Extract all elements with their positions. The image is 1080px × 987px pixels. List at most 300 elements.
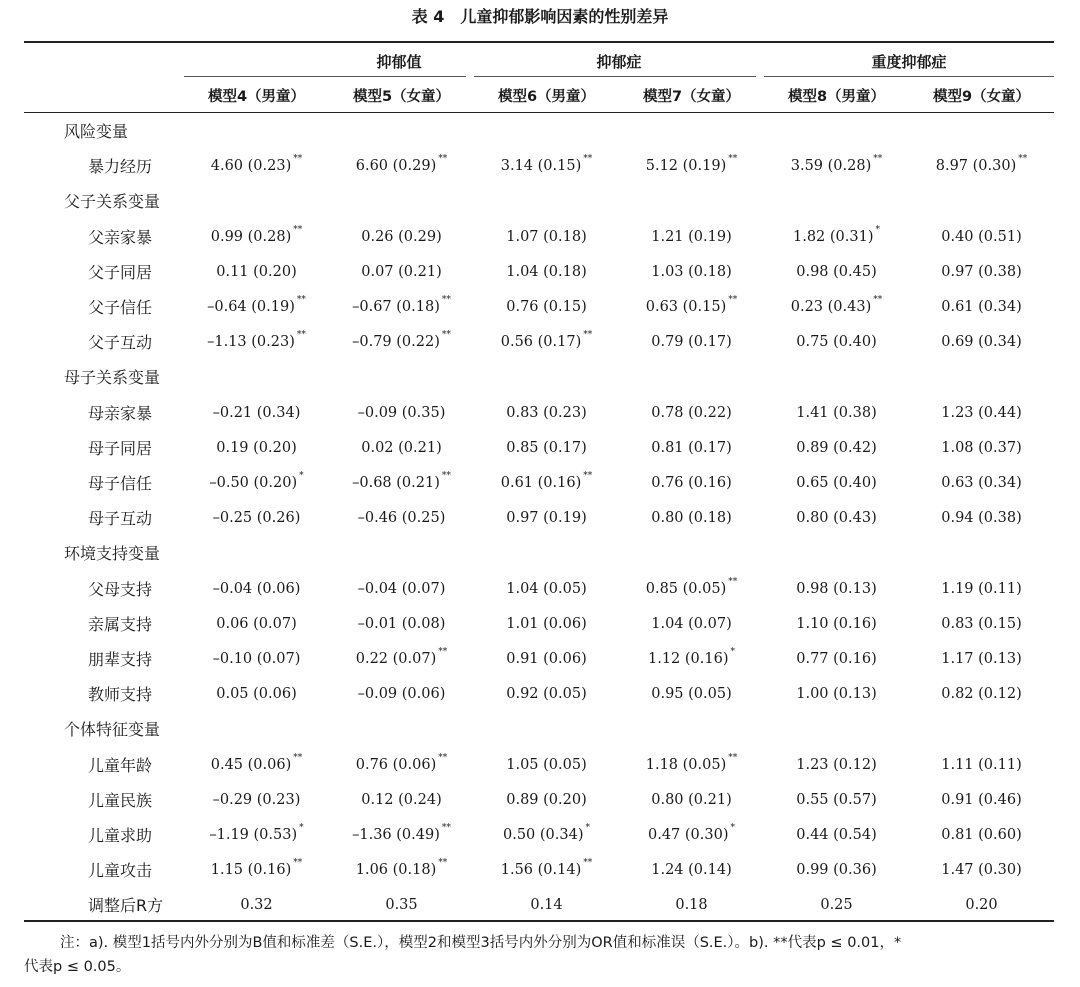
category-row xyxy=(0,536,1080,571)
row-label: 母子互动 xyxy=(88,509,153,529)
cell-value: 1.17 (0.13) xyxy=(941,651,1022,667)
table-cell xyxy=(909,748,1054,783)
table-cell xyxy=(184,255,329,290)
cell-value: 1.07 (0.18) xyxy=(506,228,587,245)
row-label: 朋辈支持 xyxy=(88,650,153,669)
table-cell xyxy=(474,149,619,186)
table-cell xyxy=(329,853,474,890)
table-cell xyxy=(764,396,909,431)
cell-value: 0.45 (0.06) xyxy=(210,756,292,773)
cell-value: –0.10 (0.07) xyxy=(212,651,301,667)
table-row xyxy=(0,431,1080,466)
cell-value: –0.21 (0.34) xyxy=(212,404,301,421)
significance-marker: ** xyxy=(583,858,593,869)
cell-value: 0.65 (0.40) xyxy=(796,475,877,491)
table-cell xyxy=(329,501,474,536)
cell-value: 0.11 (0.20) xyxy=(216,263,297,280)
table-cell xyxy=(619,642,764,679)
category-label: 风险变量 xyxy=(64,122,129,141)
cell-value: 0.79 (0.17) xyxy=(651,334,732,351)
cell-value: 1.12 (0.16) xyxy=(648,651,729,667)
cell-value: 1.06 (0.18) xyxy=(355,862,437,879)
cell-value: 0.19 (0.20) xyxy=(216,439,297,456)
table-cell xyxy=(909,290,1054,325)
table-cell xyxy=(474,748,619,783)
significance-marker: ** xyxy=(583,154,593,165)
significance-marker: ** xyxy=(293,154,303,165)
cell-value: 0.97 (0.38) xyxy=(941,263,1022,280)
table-cell xyxy=(184,677,329,712)
table-row xyxy=(0,853,1080,888)
cell-value: 0.07 (0.21) xyxy=(361,263,442,280)
cell-value: 0.61 (0.34) xyxy=(941,299,1022,315)
table-cell xyxy=(329,466,474,503)
cell-value: –1.13 (0.23) xyxy=(207,334,295,351)
cell-value: 0.82 (0.12) xyxy=(941,686,1022,703)
category-label: 个体特征变量 xyxy=(64,720,161,740)
cell-value: –0.50 (0.20) xyxy=(209,475,298,491)
table-cell xyxy=(764,818,909,853)
cell-value: 0.02 (0.21) xyxy=(361,439,442,456)
table-row xyxy=(0,748,1080,783)
bottom-rule xyxy=(24,920,1054,922)
cell-value: 0.80 (0.18) xyxy=(651,510,732,527)
table-cell xyxy=(619,466,764,501)
significance-marker: ** xyxy=(441,823,451,833)
table-cell xyxy=(764,149,909,186)
table-cell xyxy=(909,396,1054,431)
cell-value: 0.80 (0.43) xyxy=(796,510,877,527)
category-row xyxy=(0,712,1080,747)
significance-marker: ** xyxy=(438,154,448,165)
significance-marker: ** xyxy=(441,330,451,341)
table-cell xyxy=(329,572,474,607)
table-cell xyxy=(474,888,619,923)
significance-marker: ** xyxy=(583,330,593,341)
group-header-depression: 抑郁症 xyxy=(596,53,642,71)
table-cell xyxy=(764,290,909,327)
row-label: 父亲家暴 xyxy=(88,227,153,247)
table-cell xyxy=(329,431,474,466)
header-rule xyxy=(24,112,1054,113)
cell-value: –0.04 (0.07) xyxy=(357,580,446,597)
cell-value: 0.97 (0.19) xyxy=(506,510,587,527)
table-cell xyxy=(619,818,764,855)
table-cell xyxy=(619,396,764,431)
cell-value: 1.23 (0.44) xyxy=(941,404,1022,421)
table-cell xyxy=(329,325,474,362)
table-cell xyxy=(619,748,764,785)
cell-value: 0.69 (0.34) xyxy=(941,334,1022,351)
table-cell xyxy=(619,888,764,923)
table-cell xyxy=(474,572,619,607)
cell-value: 0.22 (0.07) xyxy=(355,651,437,667)
cell-value: 4.60 (0.23) xyxy=(210,158,292,175)
table-cell xyxy=(184,783,329,818)
group-header-depression-score: 抑郁值 xyxy=(376,53,422,71)
table-cell xyxy=(909,572,1054,607)
significance-marker: * xyxy=(299,471,304,481)
col-header-model8: 模型8（男童） xyxy=(787,89,886,105)
table-cell xyxy=(909,325,1054,360)
table-cell xyxy=(619,783,764,818)
table-cell xyxy=(764,642,909,677)
category-label: 环境支持变量 xyxy=(64,544,161,564)
table-cell xyxy=(184,607,329,642)
significance-marker: ** xyxy=(296,330,306,341)
cell-value: 5.12 (0.19) xyxy=(645,158,727,175)
significance-marker: ** xyxy=(583,471,593,481)
table-cell xyxy=(764,677,909,712)
table-cell xyxy=(329,748,474,785)
table-cell xyxy=(184,290,329,327)
table-cell xyxy=(474,818,619,855)
table-cell xyxy=(764,466,909,501)
cell-value: 0.83 (0.23) xyxy=(506,404,587,421)
col-header-model5: 模型5（女童） xyxy=(352,89,451,105)
table-cell xyxy=(909,642,1054,677)
significance-marker: ** xyxy=(296,295,306,305)
category-row xyxy=(0,114,1080,149)
table-cell xyxy=(619,220,764,255)
table-cell xyxy=(474,607,619,642)
table-cell xyxy=(329,220,474,255)
cell-value: –0.68 (0.21) xyxy=(352,475,440,491)
table-cell xyxy=(184,220,329,257)
cell-value: 0.12 (0.24) xyxy=(361,791,442,808)
cell-value: 1.04 (0.05) xyxy=(506,580,587,597)
cell-value: 0.75 (0.40) xyxy=(796,334,877,351)
cell-value: 0.99 (0.28) xyxy=(210,228,292,245)
cell-value: –0.09 (0.06) xyxy=(357,686,446,703)
significance-marker: ** xyxy=(293,858,303,869)
table-cell xyxy=(619,325,764,360)
group-underline-3 xyxy=(764,76,1054,77)
cell-value: –0.67 (0.18) xyxy=(352,299,440,315)
cell-value: –0.25 (0.26) xyxy=(212,510,301,527)
significance-marker: ** xyxy=(293,752,303,763)
cell-value: 0.35 xyxy=(385,897,418,914)
adjusted-r2-row xyxy=(0,888,1080,923)
cell-value: 0.55 (0.57) xyxy=(796,791,877,808)
table-cell xyxy=(184,748,329,785)
cell-value: 0.78 (0.22) xyxy=(651,404,732,421)
table-row xyxy=(0,677,1080,712)
significance-marker: ** xyxy=(438,858,448,869)
row-label: 父子同居 xyxy=(88,262,153,282)
category-row xyxy=(0,184,1080,219)
cell-value: 1.23 (0.12) xyxy=(796,756,877,773)
cell-value: 0.06 (0.07) xyxy=(216,615,297,632)
cell-value: 1.82 (0.31) xyxy=(793,228,874,245)
group-underline-2 xyxy=(474,76,756,77)
note-line-2: 代表p ≤ 0.05。 xyxy=(24,959,131,975)
cell-value: 0.44 (0.54) xyxy=(796,827,877,843)
table-row xyxy=(0,607,1080,642)
table-cell xyxy=(184,818,329,855)
significance-marker: ** xyxy=(438,647,448,657)
significance-marker: ** xyxy=(728,295,738,305)
table-cell xyxy=(474,783,619,818)
col-header-model9: 模型9（女童） xyxy=(932,89,1031,105)
table-cell xyxy=(329,888,474,923)
cell-value: 0.83 (0.15) xyxy=(941,615,1022,632)
cell-value: 0.81 (0.60) xyxy=(941,827,1022,843)
table-cell xyxy=(619,255,764,290)
cell-value: –0.46 (0.25) xyxy=(357,510,446,527)
category-label: 父子关系变量 xyxy=(64,192,161,212)
cell-value: –0.29 (0.23) xyxy=(212,791,301,808)
note-line-1: 注：a). 模型1括号内外分别为B值和标准差（S.E.），模型2和模型3括号内外分别为OR值和标准误（S.E.）。b). **代表p ≤ 0.01，* xyxy=(60,935,902,951)
table-cell xyxy=(764,888,909,923)
cell-value: 0.92 (0.05) xyxy=(506,686,587,703)
cell-value: 1.15 (0.16) xyxy=(210,862,292,879)
table-row xyxy=(0,290,1080,325)
table-cell xyxy=(764,220,909,257)
row-label: 母子信任 xyxy=(88,474,153,493)
cell-value: 0.99 (0.36) xyxy=(796,862,877,879)
row-label: 母亲家暴 xyxy=(88,403,153,423)
table-row xyxy=(0,149,1080,184)
cell-value: 0.95 (0.05) xyxy=(651,686,732,703)
top-rule xyxy=(24,41,1054,43)
cell-value: 0.63 (0.15) xyxy=(645,299,727,315)
table-cell xyxy=(184,501,329,536)
cell-value: –0.01 (0.08) xyxy=(357,615,446,632)
table-row xyxy=(0,572,1080,607)
cell-value: 0.14 xyxy=(530,897,563,914)
cell-value: 0.76 (0.06) xyxy=(355,756,437,773)
table-cell xyxy=(474,466,619,503)
table-cell xyxy=(329,396,474,431)
table-cell xyxy=(764,607,909,642)
cell-value: 1.18 (0.05) xyxy=(645,756,727,773)
table-cell xyxy=(184,853,329,890)
table-cell xyxy=(764,783,909,818)
significance-marker: ** xyxy=(873,154,883,165)
table-cell xyxy=(329,607,474,642)
row-label: 亲属支持 xyxy=(88,614,153,634)
table-row xyxy=(0,466,1080,501)
table-cell xyxy=(909,149,1054,186)
cell-value: 1.04 (0.07) xyxy=(651,615,732,632)
cell-value: –1.36 (0.49) xyxy=(352,827,440,843)
cell-value: 1.04 (0.18) xyxy=(506,263,587,280)
table-cell xyxy=(909,431,1054,466)
significance-marker: ** xyxy=(438,752,448,763)
cell-value: 1.19 (0.11) xyxy=(941,580,1022,597)
table-cell xyxy=(619,431,764,466)
cell-value: 1.00 (0.13) xyxy=(796,686,877,703)
table-cell xyxy=(329,677,474,712)
cell-value: 0.26 (0.29) xyxy=(361,228,442,245)
cell-value: 0.85 (0.17) xyxy=(506,439,587,456)
cell-value: 1.47 (0.30) xyxy=(941,862,1022,879)
cell-value: 0.98 (0.13) xyxy=(796,580,877,597)
table-cell xyxy=(474,431,619,466)
table-row xyxy=(0,325,1080,360)
table-cell xyxy=(764,255,909,290)
cell-value: 0.20 xyxy=(965,897,998,914)
table-cell xyxy=(909,783,1054,818)
table-cell xyxy=(619,677,764,712)
table-cell xyxy=(184,572,329,607)
table-cell xyxy=(474,325,619,362)
table-cell xyxy=(764,748,909,783)
cell-value: 0.77 (0.16) xyxy=(796,651,877,667)
significance-marker: * xyxy=(875,224,880,235)
table-cell xyxy=(764,325,909,360)
cell-value: 0.25 xyxy=(820,897,853,914)
significance-marker: * xyxy=(730,647,735,657)
cell-value: 0.89 (0.42) xyxy=(796,439,877,456)
cell-value: 3.59 (0.28) xyxy=(790,158,872,175)
cell-value: 1.01 (0.06) xyxy=(506,615,587,632)
cell-value: 1.41 (0.38) xyxy=(796,404,877,421)
cell-value: 6.60 (0.29) xyxy=(355,158,437,175)
row-label: 儿童攻击 xyxy=(88,861,153,881)
table-cell xyxy=(329,642,474,679)
significance-marker: ** xyxy=(1018,154,1028,165)
table-cell xyxy=(909,501,1054,536)
cell-value: –0.64 (0.19) xyxy=(207,299,295,315)
col-header-model7: 模型7（女童） xyxy=(642,89,741,105)
cell-value: 0.47 (0.30) xyxy=(648,827,729,843)
significance-marker: ** xyxy=(728,576,738,587)
cell-value: 0.50 (0.34) xyxy=(503,827,584,843)
cell-value: –0.09 (0.35) xyxy=(357,404,446,421)
cell-value: 0.91 (0.46) xyxy=(941,791,1022,808)
row-label: 调整后R方 xyxy=(88,896,164,916)
category-row xyxy=(0,360,1080,395)
cell-value: 0.80 (0.21) xyxy=(651,791,732,808)
cell-value: 0.56 (0.17) xyxy=(500,334,582,351)
cell-value: –1.19 (0.53) xyxy=(209,827,298,843)
row-label: 母子同居 xyxy=(88,438,153,458)
table-cell xyxy=(474,220,619,255)
row-label: 儿童年龄 xyxy=(88,755,153,775)
table-cell xyxy=(184,888,329,923)
table-row xyxy=(0,818,1080,853)
table-row xyxy=(0,642,1080,677)
significance-marker: * xyxy=(585,823,590,833)
significance-marker: ** xyxy=(728,154,738,165)
cell-value: –0.04 (0.06) xyxy=(212,580,301,597)
cell-value: 0.81 (0.17) xyxy=(651,439,732,456)
significance-marker: ** xyxy=(441,295,451,305)
table-cell xyxy=(474,396,619,431)
table-cell xyxy=(764,853,909,888)
table-cell xyxy=(619,501,764,536)
table-cell xyxy=(184,149,329,186)
table-cell xyxy=(329,290,474,327)
cell-value: 0.76 (0.16) xyxy=(651,475,732,491)
cell-value: 0.76 (0.15) xyxy=(506,299,587,315)
table-cell xyxy=(474,290,619,325)
table-title: 表 4 儿童抑郁影响因素的性别差异 xyxy=(411,7,669,26)
category-label: 母子关系变量 xyxy=(64,368,161,388)
cell-value: 1.03 (0.18) xyxy=(651,263,732,280)
cell-value: 1.56 (0.14) xyxy=(500,862,582,879)
table-cell xyxy=(184,642,329,677)
table-cell xyxy=(764,501,909,536)
table-row xyxy=(0,255,1080,290)
cell-value: 1.05 (0.05) xyxy=(506,756,587,773)
group-header-severe-depression: 重度抑郁症 xyxy=(871,53,947,71)
table-cell xyxy=(474,501,619,536)
table-row xyxy=(0,783,1080,818)
table-cell xyxy=(619,607,764,642)
table-cell xyxy=(329,255,474,290)
cell-value: 0.32 xyxy=(240,897,273,914)
cell-value: 0.61 (0.16) xyxy=(500,475,582,491)
table-cell xyxy=(619,149,764,186)
table-cell xyxy=(764,572,909,607)
table-cell xyxy=(909,220,1054,255)
table-row xyxy=(0,220,1080,255)
cell-value: 1.08 (0.37) xyxy=(941,439,1022,456)
cell-value: 0.18 xyxy=(675,897,708,914)
cell-value: 0.98 (0.45) xyxy=(796,263,877,280)
col-header-model6: 模型6（男童） xyxy=(497,89,596,105)
table-cell xyxy=(329,149,474,186)
cell-value: 0.91 (0.06) xyxy=(506,651,587,667)
table-cell xyxy=(184,396,329,431)
significance-marker: ** xyxy=(441,471,451,481)
cell-value: 0.05 (0.06) xyxy=(216,686,297,703)
cell-value: 8.97 (0.30) xyxy=(935,158,1017,175)
cell-value: 0.40 (0.51) xyxy=(941,228,1022,245)
significance-marker: ** xyxy=(873,295,883,305)
table-cell xyxy=(474,642,619,677)
table-cell xyxy=(909,466,1054,501)
row-label: 暴力经历 xyxy=(88,157,153,177)
cell-value: 1.24 (0.14) xyxy=(651,862,732,879)
table-cell xyxy=(184,466,329,503)
row-label: 儿童求助 xyxy=(88,826,153,845)
table-cell xyxy=(474,255,619,290)
table-cell xyxy=(619,853,764,888)
table-cell xyxy=(619,572,764,609)
cell-value: 1.11 (0.11) xyxy=(941,756,1022,773)
table-cell xyxy=(909,818,1054,853)
row-label: 儿童民族 xyxy=(88,790,153,810)
significance-marker: * xyxy=(299,823,304,833)
table-cell xyxy=(909,853,1054,888)
table-cell xyxy=(909,888,1054,923)
row-label: 父子信任 xyxy=(88,298,153,317)
row-label: 父母支持 xyxy=(88,579,153,599)
cell-value: 0.63 (0.34) xyxy=(941,475,1022,491)
cell-value: 1.21 (0.19) xyxy=(651,228,732,245)
row-label: 父子互动 xyxy=(88,333,153,353)
table-cell xyxy=(764,431,909,466)
significance-marker: ** xyxy=(293,224,303,235)
cell-value: 0.23 (0.43) xyxy=(790,299,872,315)
table-cell xyxy=(329,783,474,818)
group-underline-1 xyxy=(184,76,466,77)
table-row xyxy=(0,396,1080,431)
table-cell xyxy=(184,325,329,362)
significance-marker: * xyxy=(730,823,735,833)
cell-value: 3.14 (0.15) xyxy=(500,158,582,175)
table-cell xyxy=(619,290,764,327)
table-note xyxy=(24,931,1060,979)
cell-value: 0.89 (0.20) xyxy=(506,791,587,808)
table-cell xyxy=(909,677,1054,712)
table-cell xyxy=(909,255,1054,290)
table-cell xyxy=(474,677,619,712)
